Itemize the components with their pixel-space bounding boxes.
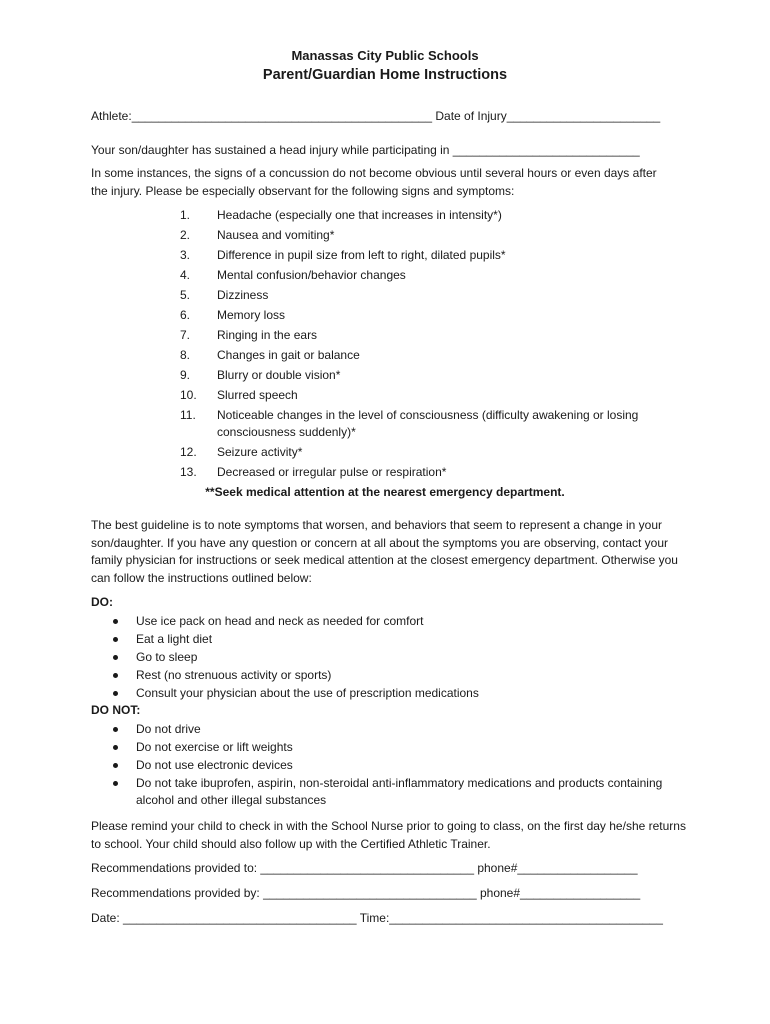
recommendations-provided-by-field[interactable]: Recommendations provided by: ________________________________ phone#__________________	[91, 886, 641, 900]
symptom-list	[0, 207, 770, 484]
page-title: Parent/Guardian Home Instructions	[262, 67, 508, 83]
do-not-item: Do not take ibuprofen, aspirin, non-steroidal anti-inflammatory medications and products containing alcohol and other illegal substances	[0, 775, 770, 811]
do-item: Rest (no strenuous activity or sports)	[0, 667, 770, 685]
do-not-item: Do not drive	[0, 721, 770, 739]
symptom-item: 13. Decreased or irregular pulse or respiration*	[180, 465, 447, 479]
date-time-field[interactable]: Date: ___________________________________ Time:_________________________________________	[91, 911, 663, 925]
do-item: Go to sleep	[0, 649, 770, 667]
guideline-paragraph: The best guideline is to note symptoms that worsen, and behaviors that seem to represent a change in your son/daughter. If you have any question or concern at all about the symptoms you are observing, contact your family physician for instructions or seek medical attention at the closest emergency department. Otherwise you can follow the instructions outlined below:	[91, 518, 678, 585]
symptom-item: 9. Blurry or double vision*	[180, 368, 341, 382]
symptom-item: 1. Headache (especially one that increases in intensity*)	[180, 208, 502, 222]
bullet-icon	[113, 745, 118, 750]
symptom-item: 6. Memory loss	[180, 308, 286, 322]
do-not-item: Do not use electronic devices	[0, 757, 770, 775]
symptom-item: 4. Mental confusion/behavior changes	[180, 268, 406, 282]
symptom-item: 8. Changes in gait or balance	[180, 348, 360, 362]
district-name: Manassas City Public Schools	[291, 48, 479, 63]
athlete-field[interactable]: Athlete:_____________________________________________	[91, 109, 433, 123]
symptom-item: 2. Nausea and vomiting*	[180, 228, 335, 242]
do-item: Use ice pack on head and neck as needed for comfort	[0, 613, 770, 631]
recommendations-provided-to-field[interactable]: Recommendations provided to: ________________________________ phone#__________________	[91, 861, 638, 875]
symptom-item: 3. Difference in pupil size from left to right, dilated pupils*	[180, 248, 506, 262]
seek-medical-attention-note: **Seek medical attention at the nearest emergency department.	[205, 485, 565, 499]
symptom-item: 7. Ringing in the ears	[180, 328, 318, 342]
do-item: Consult your physician about the use of prescription medications	[0, 685, 770, 703]
bullet-icon	[113, 637, 118, 642]
bullet-icon	[113, 727, 118, 732]
do-item: Eat a light diet	[0, 631, 770, 649]
do-not-heading: DO NOT:	[91, 703, 141, 717]
bullet-icon	[113, 655, 118, 660]
reminder-paragraph: Please remind your child to check in with the School Nurse prior to going to class, on the first day he/she returns to school. Your child should also follow up with the Certified Athletic Trainer.	[91, 819, 686, 851]
do-heading: DO:	[91, 595, 113, 609]
athlete-line	[91, 108, 660, 125]
bullet-icon	[113, 673, 118, 678]
bullet-icon	[113, 763, 118, 768]
bullet-icon	[113, 619, 118, 624]
symptom-item: 12. Seizure activity*	[180, 445, 303, 459]
symptom-item: 5. Dizziness	[180, 288, 269, 302]
do-not-list	[0, 721, 770, 811]
symptom-item: 10. Slurred speech	[180, 388, 298, 402]
sustained-injury-line[interactable]: Your son/daughter has sustained a head injury while participating in ____________________________	[91, 143, 640, 157]
date-of-injury-field[interactable]: Date of Injury_______________________	[435, 109, 661, 123]
do-not-item: Do not exercise or lift weights	[0, 739, 770, 757]
symptom-item: 11. Noticeable changes in the level of consciousness (difficulty awakening or losing consciousness suddenly)*	[180, 408, 639, 439]
bullet-icon	[113, 781, 118, 786]
bullet-icon	[113, 691, 118, 696]
do-list	[0, 613, 770, 703]
intro-paragraph: In some instances, the signs of a concussion do not become obvious until several hours or even days after the injury. Please be especially observant for the following signs and symptoms:	[91, 166, 657, 198]
